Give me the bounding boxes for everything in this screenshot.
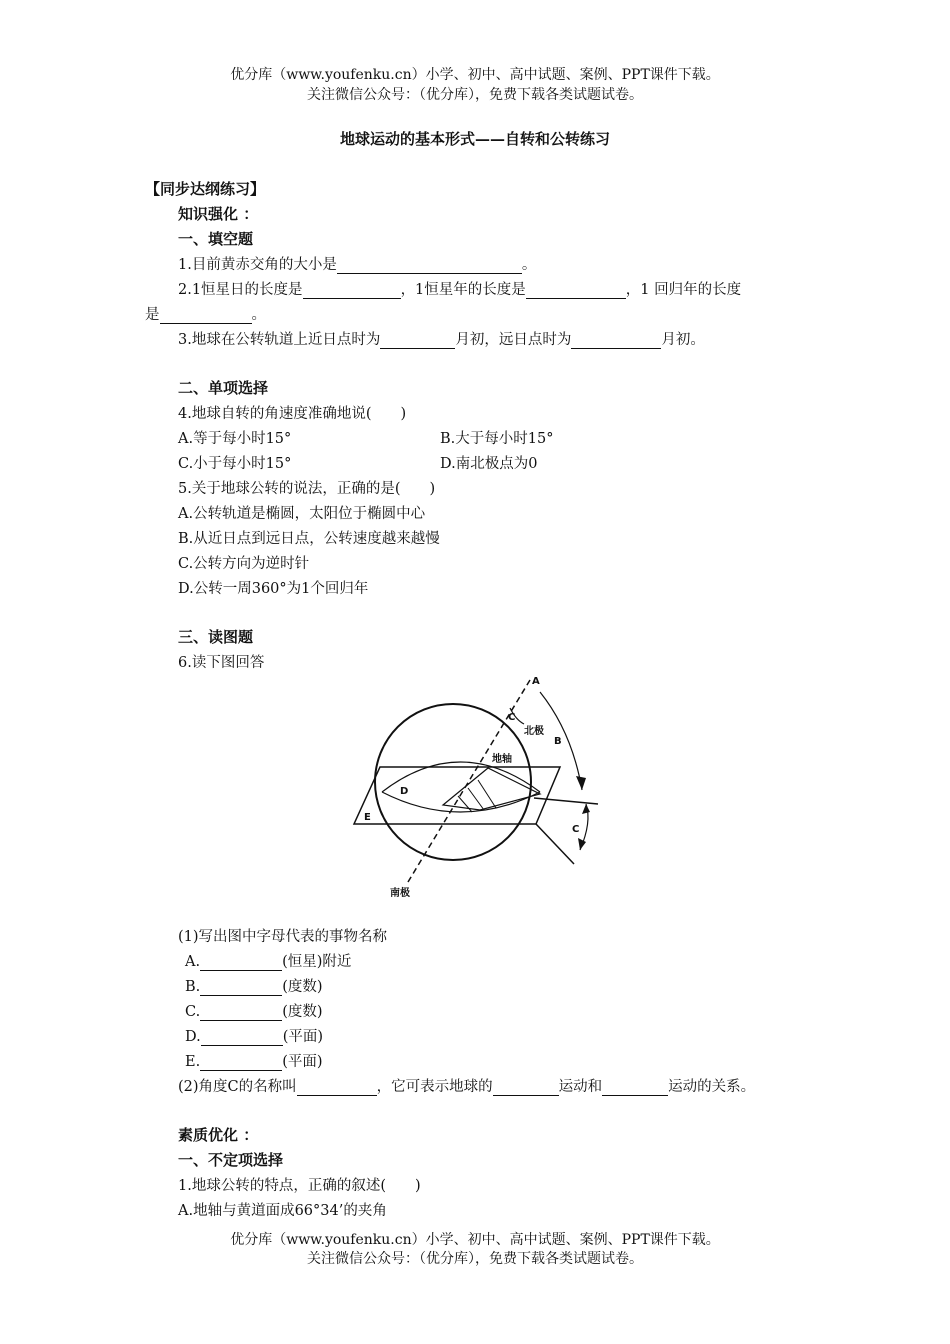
arrow-head-b	[576, 776, 586, 790]
fill-q2-end: 。	[251, 307, 266, 323]
single-q5: 5.关于地球公转的说法，正确的是( )	[178, 481, 436, 497]
q5-option-c[interactable]: C.公转方向为逆时针	[178, 556, 310, 572]
wedge-hatch-1	[458, 796, 472, 812]
label-south-pole: 南极	[390, 888, 410, 899]
fill-q1-end: 。	[521, 257, 537, 273]
answer-c-suffix: (度数)	[282, 1004, 323, 1020]
earth-circle	[375, 704, 531, 860]
header-line-2: 关注微信公众号：（优分库），免费下载各类试题试卷。	[307, 87, 643, 103]
label-north-pole: 北极	[524, 726, 544, 737]
sub2-blank-3[interactable]	[602, 1081, 668, 1096]
sub2-blank-1[interactable]	[297, 1081, 377, 1096]
fill-q2-blank-2[interactable]	[526, 284, 626, 299]
answer-b-blank[interactable]	[200, 981, 282, 996]
answer-d-suffix: (平面)	[282, 1029, 324, 1045]
q4-option-c[interactable]: C.小于每小时15°	[178, 456, 292, 472]
fill-q2-text-c: ，1 回归年的长度	[625, 282, 742, 298]
answer-c	[185, 1000, 323, 1021]
knowledge-heading: 知识强化 ：	[178, 205, 259, 223]
answer-e	[185, 1050, 323, 1071]
single-q4: 4.地球自转的角速度准确地说( )	[178, 406, 407, 422]
label-earth-axis: 地轴	[492, 754, 512, 765]
label-a: A	[532, 676, 540, 687]
fill-heading: 一、填空题	[178, 230, 254, 248]
fill-q2-text-b: ，1恒星年的长度是	[400, 282, 526, 298]
answer-e-blank[interactable]	[200, 1056, 282, 1071]
q5-option-b[interactable]: B.从近日点到远日点，公转速度越来越慢	[178, 531, 440, 547]
label-e: E	[364, 812, 371, 823]
arrow-head-c-top	[582, 804, 590, 814]
reading-q6: 6.读下图回答	[178, 655, 265, 671]
answer-a-blank[interactable]	[200, 956, 282, 971]
fill-q3-text-b: 月初，远日点时为	[455, 332, 572, 348]
answer-e-suffix: (平面)	[282, 1054, 323, 1070]
quality-heading: 素质优化 ：	[178, 1126, 259, 1144]
fill-q2-text-d: 是	[145, 307, 160, 323]
answer-a-label: A.	[185, 954, 201, 970]
sub2-blank-2[interactable]	[493, 1081, 559, 1096]
fill-q1	[178, 253, 536, 274]
answer-e-label: E.	[185, 1054, 201, 1070]
fill-q3-text-c: 月初。	[661, 332, 705, 348]
reading-sub2	[178, 1075, 755, 1096]
answer-d	[185, 1025, 323, 1046]
section-main: 【同步达纲练习】	[145, 180, 266, 198]
answer-b	[185, 975, 323, 996]
answer-c-blank[interactable]	[200, 1006, 282, 1021]
q5-option-a[interactable]: A.公转轨道是椭圆，太阳位于椭圆中心	[178, 506, 426, 522]
footer-line-1: 优分库（www.youfenku.cn）小学、初中、高中试题、案例、PPT课件下载。	[230, 1232, 720, 1248]
fill-q3-blank-2[interactable]	[571, 334, 661, 349]
earth-orbit-figure	[340, 672, 610, 902]
fill-q3-blank-1[interactable]	[380, 334, 455, 349]
label-b: B	[554, 736, 562, 747]
multi-q1-option-a[interactable]: A.地轴与黄道面成66°34’的夹角	[178, 1203, 387, 1219]
multi-heading: 一、不定项选择	[178, 1151, 284, 1169]
answer-a	[185, 950, 351, 971]
sub2-text-d: 运动的关系。	[668, 1079, 756, 1095]
fill-q2-blank-1[interactable]	[303, 284, 401, 299]
footer-line-2: 关注微信公众号：（优分库），免费下载各类试题试卷。	[307, 1251, 643, 1267]
q5-option-d[interactable]: D.公转一周360°为1个回归年	[178, 581, 369, 597]
page-title: 地球运动的基本形式——自转和公转练习	[339, 130, 610, 148]
wedge-hatch-2	[468, 788, 484, 810]
fill-q3	[178, 328, 705, 349]
label-c-right: C	[572, 824, 580, 835]
fill-q2-text-a: 2.1恒星日的长度是	[178, 282, 303, 298]
wedge-hatch-3	[478, 780, 496, 808]
answer-b-label: B.	[185, 979, 201, 995]
single-heading: 二、单项选择	[178, 379, 269, 397]
label-c-top: C	[508, 712, 516, 723]
answer-d-label: D.	[185, 1029, 201, 1045]
plane-normal-line	[536, 824, 574, 864]
sub2-text-a: (2)角度C的名称叫	[178, 1079, 297, 1095]
fill-q1-text: 1.目前黄赤交角的大小是	[178, 257, 337, 273]
answer-c-label: C.	[185, 1004, 201, 1020]
fill-q2	[178, 278, 741, 299]
fill-q1-blank[interactable]	[337, 259, 522, 274]
header-line-1: 优分库（www.youfenku.cn）小学、初中、高中试题、案例、PPT课件下载。	[230, 67, 720, 83]
fill-q2-blank-3[interactable]	[160, 309, 252, 324]
reading-sub1: (1)写出图中字母代表的事物名称	[178, 929, 388, 945]
wedge-shape	[443, 768, 540, 810]
fill-q3-text-a: 3.地球在公转轨道上近日点时为	[178, 332, 381, 348]
answer-d-blank[interactable]	[201, 1031, 283, 1046]
q4-option-a[interactable]: A.等于每小时15°	[178, 431, 292, 447]
arrow-head-c-bottom	[578, 838, 586, 850]
q4-option-d[interactable]: D.南北极点为0	[440, 456, 538, 472]
answer-b-suffix: (度数)	[282, 979, 323, 995]
sub2-text-b: ，它可表示地球的	[376, 1079, 493, 1095]
label-d: D	[400, 786, 409, 797]
reading-heading: 三、读图题	[178, 628, 254, 646]
fill-q2-cont	[145, 303, 266, 324]
horizontal-tick-line	[534, 798, 598, 804]
q4-option-b[interactable]: B.大于每小时15°	[440, 431, 554, 447]
answer-a-suffix: (恒星)附近	[282, 954, 352, 970]
sub2-text-c: 运动和	[558, 1079, 603, 1095]
multi-q1: 1.地球公转的特点，正确的叙述( )	[178, 1178, 421, 1194]
